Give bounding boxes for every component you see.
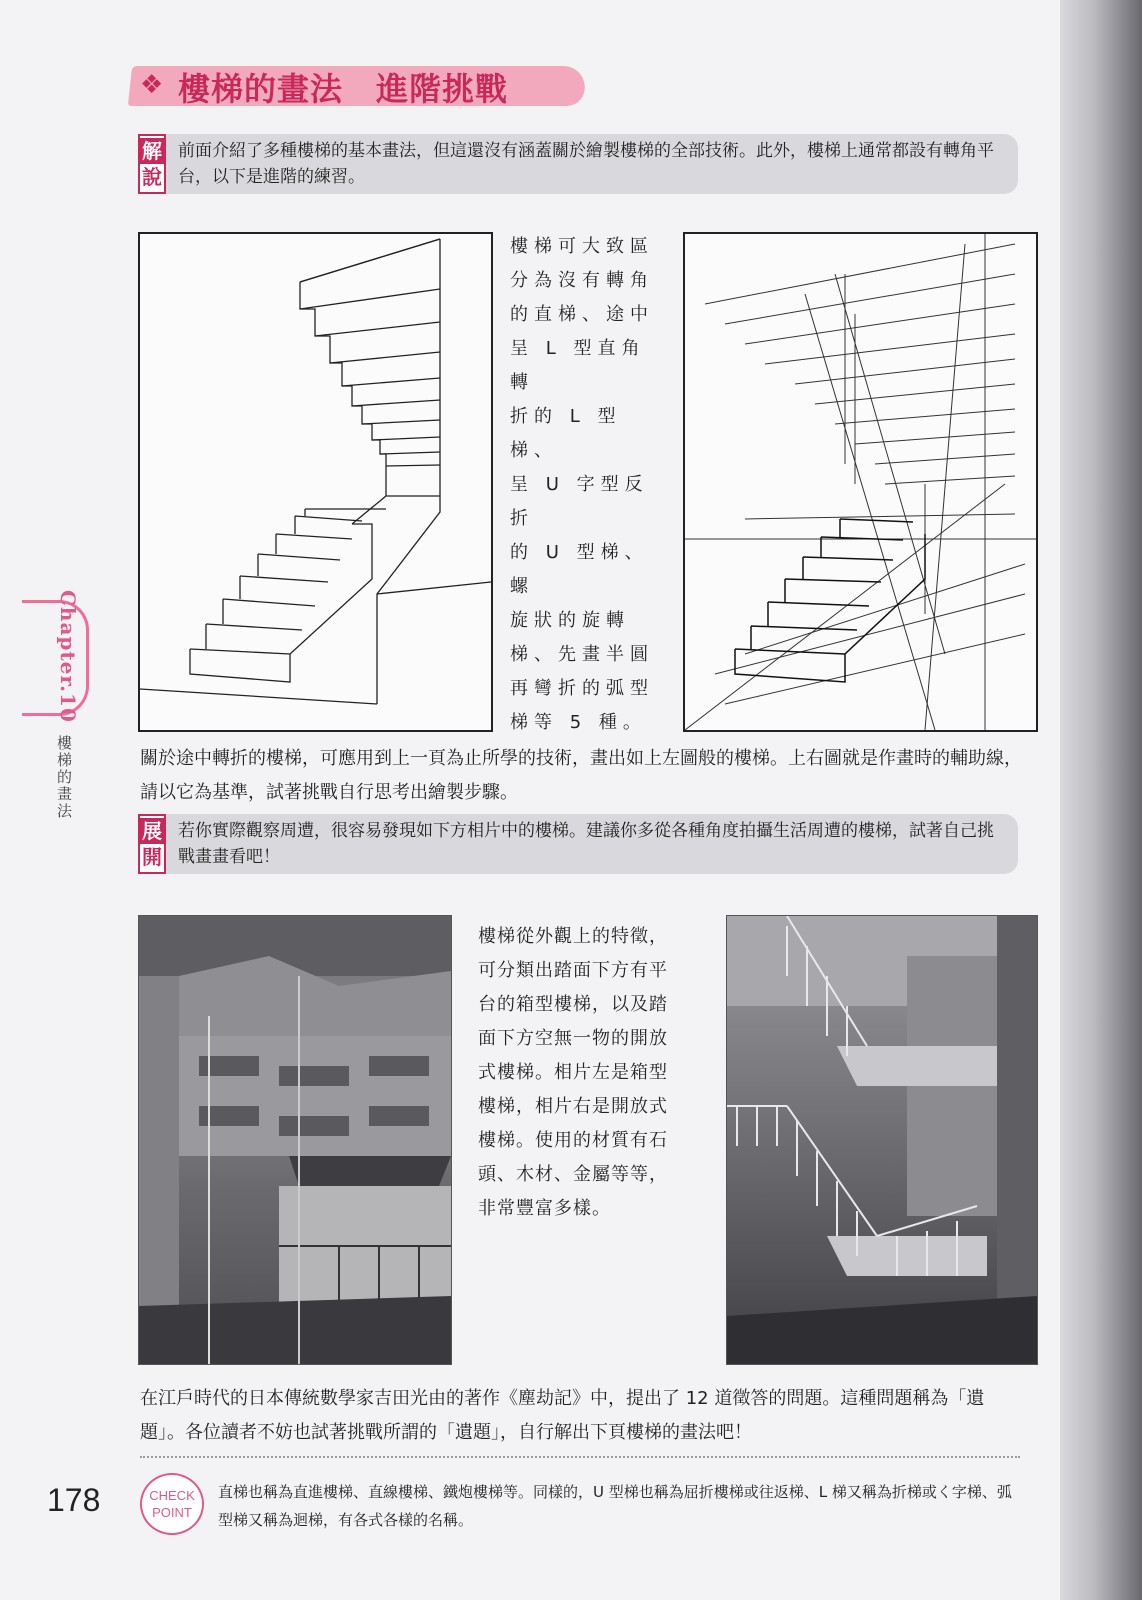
stair-types-caption: [510, 230, 660, 740]
footer-divider: [140, 1456, 1020, 1458]
chapter-label: Chapter.10: [56, 590, 80, 723]
photo-caption-line: 非常豐富多樣。: [478, 1198, 611, 1219]
book-spine-shadow: [1060, 0, 1142, 1600]
diamond-icon: ❖: [140, 70, 164, 100]
box-stairs-photo: [138, 915, 452, 1365]
explain-text: 前面介紹了多種樓梯的基本畫法，但這還沒有涵蓋關於繪製樓梯的全部技術。此外，樓梯上通常都設有轉角平台，以下是進階的練習。: [178, 141, 994, 187]
caption-line: 的 U 型梯、螺: [510, 542, 649, 597]
caption-line: 梯、先畫半圓: [510, 644, 654, 665]
expand-text: 若你實際觀察周遭，很容易發現如下方相片中的樓梯。建議你多從各種角度拍攝生活周遭的樓梯，試著自己挑戰畫畫看吧！: [178, 821, 994, 867]
explain-tag-char-1: 解: [142, 139, 162, 163]
expand-tag-char-2: 開: [142, 845, 162, 869]
explain-tag-char-2: 說: [142, 165, 162, 189]
check-point-text: 直梯也稱為直進樓梯、直線樓梯、鐵炮樓梯等。同樣的，U 型梯也稱為屈折樓梯或往返梯、L 梯又稱為折梯或く字梯、弧型梯又稱為迴梯，有各式各樣的名稱。: [218, 1483, 1012, 1529]
check-point-line-1: CHECK: [149, 1488, 195, 1503]
caption-line: 旋狀的旋轉: [510, 610, 630, 631]
caption-line: 呈 L 型直角轉: [510, 338, 646, 393]
caption-line: 再彎折的弧型: [510, 678, 654, 699]
open-stairs-photo: [726, 915, 1038, 1365]
expand-box: [138, 814, 1018, 874]
caption-line: 分為沒有轉角: [510, 270, 654, 291]
apartment-building-image: [139, 916, 451, 1364]
check-point-badge: [140, 1473, 204, 1535]
photo-caption-line: 樓梯從外觀上的特徵，: [478, 926, 668, 947]
photo-caption-line: 樓梯，相片右是開放式: [478, 1096, 668, 1117]
caption-line: 梯等 5 種。: [510, 712, 647, 733]
metal-staircase-image: [727, 916, 1037, 1364]
stair-appearance-caption: [478, 920, 708, 1226]
photo-caption-line: 可分類出踏面下方有平: [478, 960, 668, 981]
section-heading: [130, 58, 590, 114]
caption-line: 的直梯、途中: [510, 304, 654, 325]
page-number: 178: [47, 1482, 101, 1518]
caption-line: 呈 U 字型反折: [510, 474, 649, 529]
check-point-line-2: POINT: [152, 1505, 192, 1520]
caption-line: 樓梯可大致區: [510, 236, 654, 257]
photo-caption-line: 頭、木材、金屬等等，: [478, 1164, 668, 1185]
staircase-line-art: [140, 234, 491, 730]
photo-caption-line: 式樓梯。相片左是箱型: [478, 1062, 668, 1083]
photo-caption-line: 台的箱型樓梯，以及踏: [478, 994, 668, 1015]
guideline-drawing: [683, 232, 1038, 732]
staircase-drawing: [138, 232, 493, 732]
explain-box: [138, 134, 1018, 194]
side-section-title: 樓梯的畫法: [55, 735, 73, 820]
caption-line: 折的 L 型梯、: [510, 406, 622, 461]
paragraph-legacy-problem: 在江戶時代的日本傳統數學家吉田光由的著作《塵劫記》中，提出了 12 道徵答的問題。這種問題稱為「遺題」。各位讀者不妨也試著挑戰所謂的「遺題」，自行解出下頁樓梯的畫法吧！: [140, 1388, 985, 1443]
expand-tag: [138, 814, 166, 874]
paragraph-turning-stairs: 關於途中轉折的樓梯，可應用到上一頁為止所學的技術，畫出如上左圖般的樓梯。上右圖就是作畫時的輔助線，請以它為基準，試著挑戰自行思考出繪製步驟。: [140, 748, 1022, 803]
guideline-line-art: [685, 234, 1036, 730]
explain-tag: [138, 134, 166, 194]
photo-caption-line: 面下方空無一物的開放: [478, 1028, 668, 1049]
page-title: 樓梯的畫法 進階挑戰: [178, 70, 509, 108]
photo-caption-line: 樓梯。使用的材質有石: [478, 1130, 668, 1151]
expand-tag-char-1: 展: [142, 819, 162, 843]
chapter-tab: [8, 590, 88, 723]
